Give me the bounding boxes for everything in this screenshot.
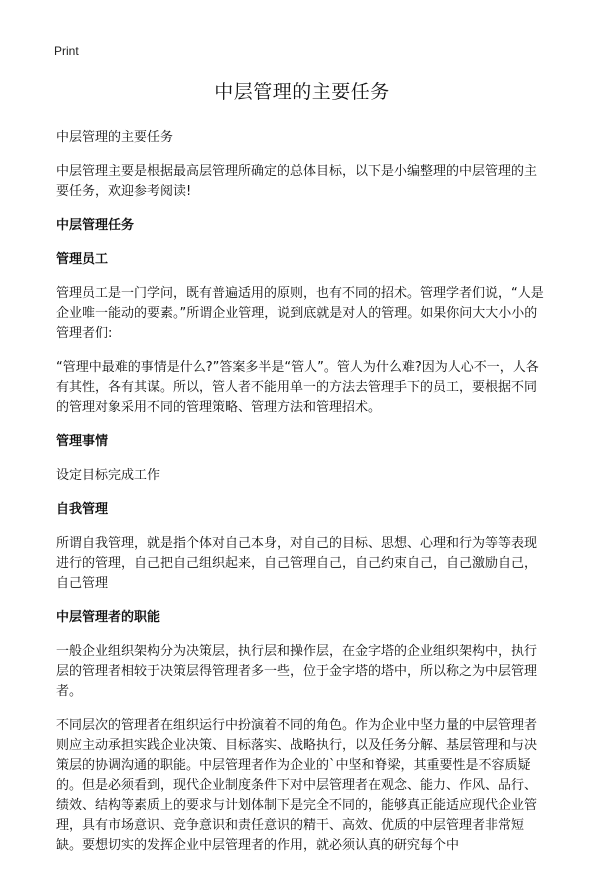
paragraph-functions-2: 不同层次的管理者在组织运行中扮演着不同的角色。作为企业中坚力量的中层管理者则应主动承担实践企业决策、目标落实、战略执行，以及任务分解、基层管理和与决策层的协调沟通的职能。中层管理者作为企业的`中坚和脊梁，其重要性是不容质疑的。但是必须看到，现代企业制度条件下对中层管理者在观念、能力、作风、品行、绩效、结构等素质上的要求与计划体制下是完全不同的，能够真正能适应现代企业管理，具有市场意识、竞争意识和责任意识的精干、高效、优质的中层管理者非常短缺。要想切实的发挥企业中层管理者的作用，就必须认真的研究每个中 bbox=[56, 718, 538, 853]
paragraph-manage-employees-2: “管理中最难的事情是什么?”答案多半是“管人”。管人为什么难?因为人心不一，人各有其性，各有其谋。所以，管人者不能用单一的方法去管理手下的员工，要根据不同的管理对象采用不同的管理策略、管理方法和管理招术。 bbox=[56, 360, 539, 415]
document-body bbox=[56, 78, 548, 870]
document-title: 中层管理的主要任务 bbox=[214, 81, 390, 103]
paragraph-manage-affairs: 设定目标完成工作 bbox=[56, 468, 161, 483]
paragraph-self-management: 所谓自我管理，就是指个体对自己本身，对自己的目标、思想、心理和行为等等表现进行的管理，自己把自己组织起来，自己管理自己，自己约束自己，自己激励自己，自己管理 bbox=[56, 536, 538, 591]
section-heading-middle-management-tasks: 中层管理任务 bbox=[56, 218, 135, 233]
section-heading-manage-affairs: 管理事情 bbox=[56, 434, 109, 449]
section-heading-manage-employees: 管理员工 bbox=[56, 252, 109, 267]
print-link[interactable]: Print bbox=[54, 44, 79, 58]
paragraph-manage-employees-1: 管理员工是一门学问，既有普遍适用的原则，也有不同的招术。管理学者们说，“人是企业唯一能动的要素。”所谓企业管理，说到底就是对人的管理。如果你问大大小小的管理者们: bbox=[56, 286, 544, 341]
intro-paragraph: 中层管理主要是根据最高层管理所确定的总体目标，以下是小编整理的中层管理的主要任务，欢迎参考阅读! bbox=[56, 164, 538, 199]
section-heading-self-management: 自我管理 bbox=[56, 502, 109, 517]
paragraph-functions-1: 一般企业组织架构分为决策层，执行层和操作层，在金字塔的企业组织架构中，执行层的管理者相较于决策层得管理者多一些，位于金字塔的塔中，所以称之为中层管理者。 bbox=[56, 644, 538, 699]
document-subtitle: 中层管理的主要任务 bbox=[56, 130, 174, 145]
section-heading-middle-manager-functions: 中层管理者的职能 bbox=[56, 610, 161, 625]
